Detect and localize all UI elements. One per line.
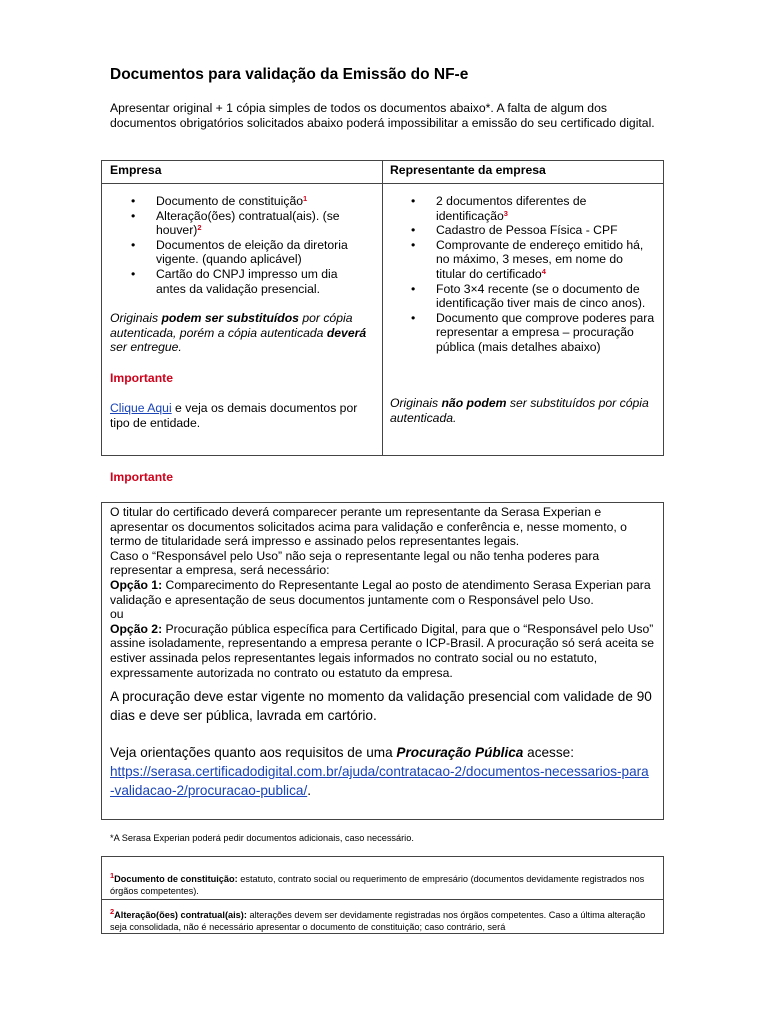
column-divider bbox=[382, 160, 383, 456]
list-item: • Documento de constituição$^1$ bbox=[110, 194, 370, 209]
additional-docs-note: *A Serasa Experian poderá pedir documentos adicionais, caso necessário. bbox=[110, 833, 414, 843]
list-item: • Cartão do CNPJ impresso um dia antes da validação presencial. bbox=[110, 267, 370, 296]
footnote-1: $^1$Documento de constituição: estatuto, contrato social ou requerimento de empresário (documentos devidamente registrados nos órgãos competentes). bbox=[110, 871, 645, 896]
representante-note: Originais não podem ser substituídos por cópia autenticada. bbox=[390, 396, 649, 425]
list-item: • Alteração(ões) contratual(ais). (se houver)$^2$ bbox=[110, 209, 370, 238]
instructions-text bbox=[110, 505, 658, 680]
list-item: • Documentos de eleição da diretoria vigente. (quando aplicável) bbox=[110, 238, 370, 267]
list-item: • Documento que comprove poderes para representar a empresa – procuração pública (mais detalhes abaixo) bbox=[390, 311, 656, 355]
footnote-2: $^2$Alteração(ões) contratual(ais): alterações devem ser devidamente registradas nos órgãos competentes. Caso a última alteração seja consolidada, não é necessário apresentar o documento de constituição; caso contrário, será bbox=[110, 907, 646, 932]
procuracao-guidance: Veja orientações quanto aos requisitos de uma Procuração Pública acesse: https://serasa.certificadodigital.com.br/ajuda/contratacao-2/documentos-necessarios-para-validacao-2/procuracao-publica/. bbox=[110, 745, 649, 798]
ou-text: ou bbox=[110, 607, 124, 622]
empresa-list bbox=[110, 194, 370, 296]
empresa-note: Originais podem ser substituídos por cópia autenticada, porém a cópia autenticada deverá ser entregue. bbox=[110, 311, 367, 355]
opcao-2: Opção 2: Procuração pública específica para Certificado Digital, para que o “Responsável pelo Uso” assine isoladamente, representando a empresa perante o ICP-Brasil. A procuração só será aceita se estiver assinada pelos representantes legais informados no contrato social ou no estatuto, expressamente autorizada no contrato ou estatuto da empresa. bbox=[110, 621, 655, 680]
procuracao-validity: A procuração deve estar vigente no momento da validação presencial com validade de 90 dias e deve ser pública, lavrada em cartório. bbox=[110, 689, 652, 723]
header-divider bbox=[101, 183, 664, 184]
representante-list bbox=[390, 194, 656, 355]
footnote-divider bbox=[101, 899, 664, 900]
opcao-1: Opção 1: Comparecimento do Representante Legal ao posto de atendimento Serasa Experian para validação e apresentação de seus documentos juntamente com o Responsável pelo Uso. bbox=[110, 577, 651, 607]
importante-label: Importante bbox=[110, 371, 173, 385]
clique-aqui-link[interactable]: Clique Aqui bbox=[110, 401, 172, 415]
list-item: • Foto 3×4 recente (se o documento de identificação tiver mais de cinco anos). bbox=[390, 282, 656, 311]
intro-text: Apresentar original + 1 cópia simples de todos os documentos abaixo*. A falta de algum dos documentos obrigatórios solicitados abaixo poderá impossibilitar a emissão do seu certificado digital. bbox=[110, 101, 655, 130]
importante-heading: Importante bbox=[110, 470, 173, 484]
list-item: • Cadastro de Pessoa Física - CPF bbox=[390, 223, 656, 238]
page-title: Documentos para validação da Emissão do NF-e bbox=[110, 66, 469, 83]
list-item: • 2 documentos diferentes de identificação$^3$ bbox=[390, 194, 656, 223]
representante-header: Representante da empresa bbox=[390, 163, 546, 177]
procuracao-url-link[interactable]: https://serasa.certificadodigital.com.br/ajuda/contratacao-2/documentos-necessarios-para-validacao-2/procuracao-publica/ bbox=[110, 764, 649, 798]
list-item: • Comprovante de endereço emitido há, no máximo, 3 meses, em nome do titular do certificado$^4$ bbox=[390, 238, 656, 282]
titular-paragraph: O titular do certificado deverá comparecer perante um representante da Serasa Experian e apresentar os documentos solicitados acima para validação e conferência e, nesse momento, o termo de titularidade será impresso e assinado pelos representantes legais. bbox=[110, 505, 627, 549]
responsavel-paragraph: Caso o “Responsável pelo Uso” não seja o representante legal ou não tenha poderes para representar a empresa, será necessário: bbox=[110, 548, 600, 578]
empresa-header: Empresa bbox=[110, 163, 162, 177]
entity-docs-text: Clique Aqui e veja os demais documentos por tipo de entidade. bbox=[110, 401, 358, 430]
